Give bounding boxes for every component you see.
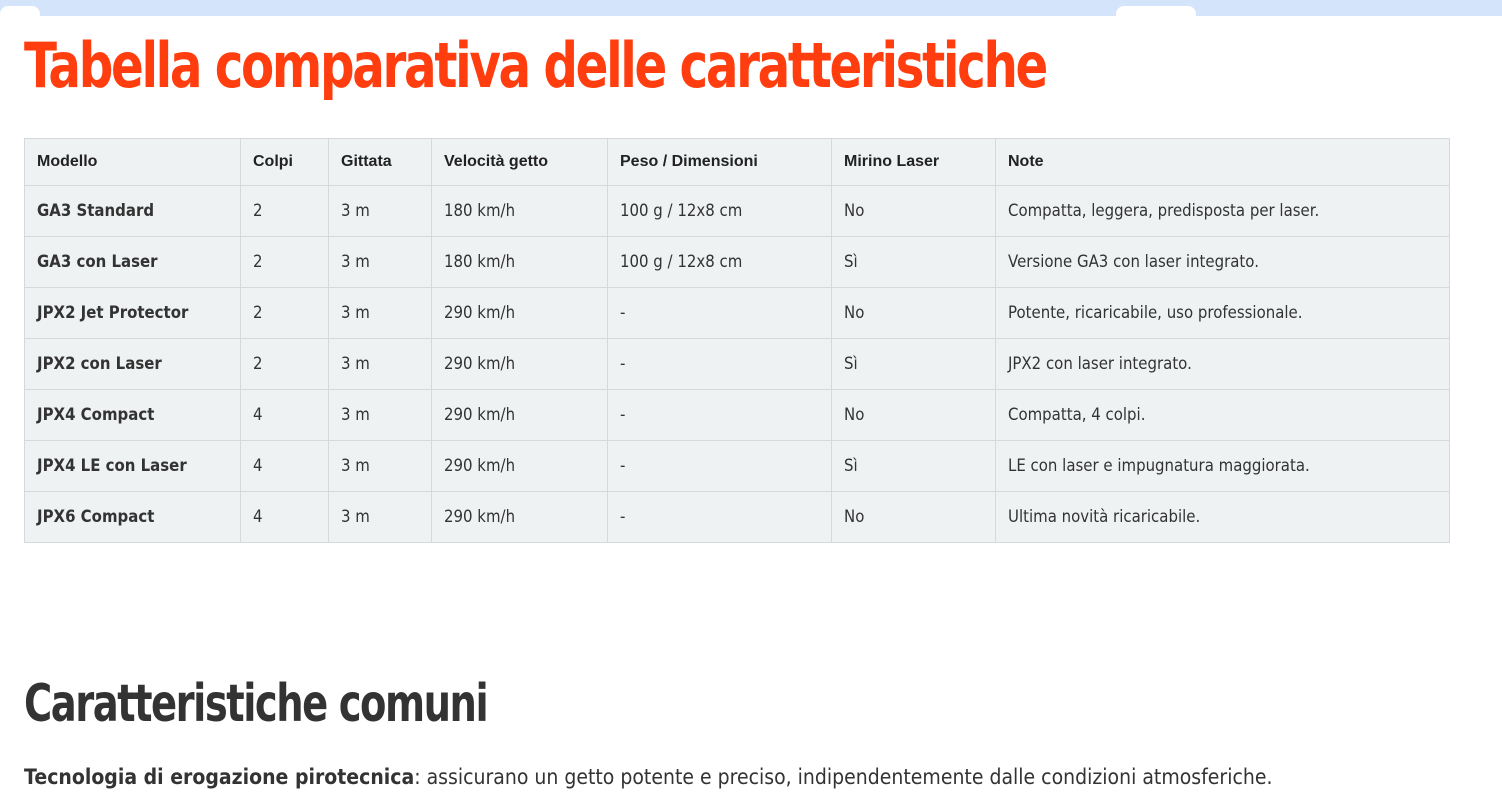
cell-modello	[25, 288, 241, 339]
cell-modello	[25, 186, 241, 237]
cell-text: -	[620, 354, 626, 374]
cell-text: 4	[253, 456, 263, 476]
table-header-row	[25, 139, 1450, 186]
cell-colpi	[241, 390, 329, 441]
cell-modello	[25, 441, 241, 492]
cell-peso	[608, 339, 832, 390]
cell-text: No	[844, 405, 865, 425]
cell-text: 3 m	[341, 405, 370, 425]
cell-note	[996, 288, 1450, 339]
column-header-gittata: Gittata	[329, 139, 432, 186]
table-row	[25, 186, 1450, 237]
cell-modello	[25, 339, 241, 390]
browser-top-strip	[0, 0, 1502, 16]
cell-gittata	[329, 441, 432, 492]
cell-text: 180 km/h	[444, 252, 516, 272]
cell-note	[996, 492, 1450, 543]
cell-velocita	[432, 288, 608, 339]
cell-text: 2	[253, 201, 263, 221]
cell-mirino	[832, 288, 996, 339]
cell-text: JPX4 LE con Laser	[37, 456, 187, 476]
cell-gittata	[329, 339, 432, 390]
table-row	[25, 441, 1450, 492]
table-row	[25, 390, 1450, 441]
cell-note	[996, 390, 1450, 441]
cell-text: 100 g / 12x8 cm	[620, 252, 743, 272]
cell-text: 2	[253, 252, 263, 272]
table-row	[25, 237, 1450, 288]
cell-text: Compatta, leggera, predisposta per laser.	[1008, 201, 1320, 221]
column-header-peso: Peso / Dimensioni	[608, 139, 832, 186]
cell-text: 100 g / 12x8 cm	[620, 201, 743, 221]
column-header-velocita: Velocità getto	[432, 139, 608, 186]
cell-modello	[25, 390, 241, 441]
cell-velocita	[432, 492, 608, 543]
cell-text: 290 km/h	[444, 456, 516, 476]
feature-text: : assicurano un getto potente e preciso, indipendentemente dalle condizioni atmosferiche.	[414, 765, 1273, 789]
cell-mirino	[832, 237, 996, 288]
cell-mirino	[832, 339, 996, 390]
column-header-note: Note	[996, 139, 1450, 186]
cell-velocita	[432, 186, 608, 237]
cell-colpi	[241, 288, 329, 339]
cell-text: JPX2 con Laser	[37, 354, 162, 374]
cell-mirino	[832, 441, 996, 492]
comparison-table	[24, 138, 1450, 543]
cell-text: Versione GA3 con laser integrato.	[1008, 252, 1259, 272]
cell-text: Potente, ricaricabile, uso professionale.	[1008, 303, 1303, 323]
cell-note	[996, 237, 1450, 288]
cell-text: No	[844, 201, 865, 221]
cell-gittata	[329, 492, 432, 543]
cell-text: 290 km/h	[444, 303, 516, 323]
cell-velocita	[432, 390, 608, 441]
table-row	[25, 339, 1450, 390]
feature-paragraph	[24, 760, 1272, 794]
cell-text: 3 m	[341, 303, 370, 323]
cell-text: 4	[253, 405, 263, 425]
cell-text: -	[620, 507, 626, 527]
cell-text: JPX2 con laser integrato.	[1008, 354, 1192, 374]
cell-text: 290 km/h	[444, 507, 516, 527]
cell-text: 3 m	[341, 354, 370, 374]
cell-peso	[608, 492, 832, 543]
cell-text: 4	[253, 507, 263, 527]
cell-note	[996, 186, 1450, 237]
cell-text: JPX6 Compact	[37, 507, 155, 527]
cell-gittata	[329, 390, 432, 441]
cell-gittata	[329, 288, 432, 339]
cell-peso	[608, 237, 832, 288]
cell-text: 290 km/h	[444, 354, 516, 374]
cell-text: -	[620, 405, 626, 425]
cell-text: 180 km/h	[444, 201, 516, 221]
cell-note	[996, 441, 1450, 492]
cell-text: GA3 Standard	[37, 201, 155, 221]
cell-text: Sì	[844, 456, 858, 476]
cell-peso	[608, 441, 832, 492]
column-header-mirino: Mirino Laser	[832, 139, 996, 186]
cell-text: Sì	[844, 252, 858, 272]
feature-label: Tecnologia di erogazione pirotecnica	[24, 765, 415, 789]
cell-text: 3 m	[341, 507, 370, 527]
cell-gittata	[329, 237, 432, 288]
cell-colpi	[241, 339, 329, 390]
cell-text: 3 m	[341, 252, 370, 272]
cell-velocita	[432, 237, 608, 288]
cell-note	[996, 339, 1450, 390]
cell-text: JPX2 Jet Protector	[37, 303, 189, 323]
cell-gittata	[329, 186, 432, 237]
cell-colpi	[241, 237, 329, 288]
cell-modello	[25, 492, 241, 543]
cell-mirino	[832, 186, 996, 237]
cell-text: JPX4 Compact	[37, 405, 155, 425]
page-title: Tabella comparativa delle caratteristiche	[24, 29, 1047, 102]
cell-text: Ultima novità ricaricabile.	[1008, 507, 1201, 527]
cell-modello	[25, 237, 241, 288]
cell-colpi	[241, 492, 329, 543]
cell-text: 3 m	[341, 201, 370, 221]
cell-text: 2	[253, 354, 263, 374]
cell-text: 2	[253, 303, 263, 323]
cell-colpi	[241, 441, 329, 492]
cell-mirino	[832, 492, 996, 543]
column-header-modello: Modello	[25, 139, 241, 186]
cell-peso	[608, 390, 832, 441]
column-header-colpi: Colpi	[241, 139, 329, 186]
cell-text: -	[620, 456, 626, 476]
table-row	[25, 288, 1450, 339]
cell-velocita	[432, 441, 608, 492]
cell-peso	[608, 186, 832, 237]
cell-mirino	[832, 390, 996, 441]
cell-text: Sì	[844, 354, 858, 374]
section-title-common: Caratteristiche comuni	[24, 674, 488, 734]
cell-text: 3 m	[341, 456, 370, 476]
table-row	[25, 492, 1450, 543]
cell-text: LE con laser e impugnatura maggiorata.	[1008, 456, 1310, 476]
cell-peso	[608, 288, 832, 339]
cell-colpi	[241, 186, 329, 237]
cell-text: GA3 con Laser	[37, 252, 158, 272]
cell-text: Compatta, 4 colpi.	[1008, 405, 1146, 425]
cell-text: No	[844, 303, 865, 323]
cell-text: No	[844, 507, 865, 527]
cell-text: -	[620, 303, 626, 323]
cell-text: 290 km/h	[444, 405, 516, 425]
cell-velocita	[432, 339, 608, 390]
